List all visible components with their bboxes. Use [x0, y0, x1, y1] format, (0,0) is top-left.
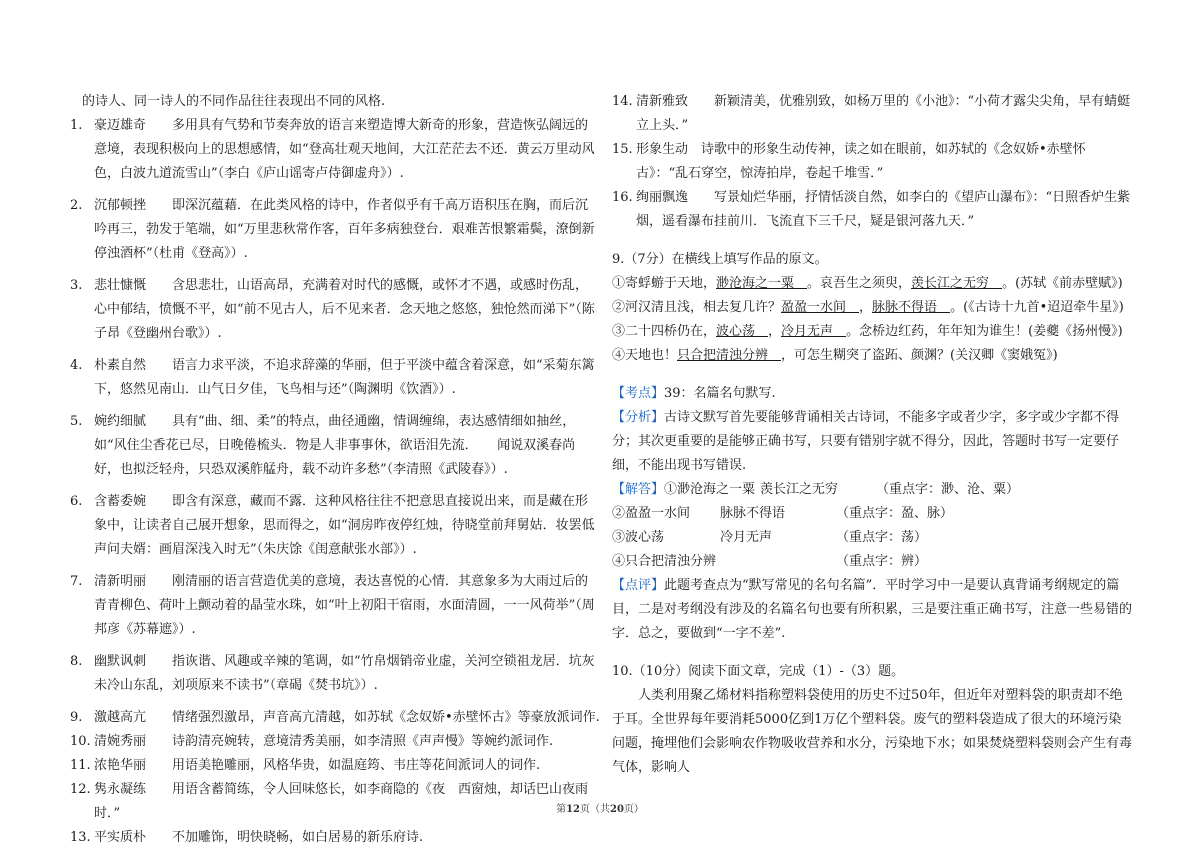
- footer-suffix: 页）: [623, 804, 644, 815]
- item-text: 形象生动 诗歌中的形象生动传神，读之如在眼前，如苏轼的《念奴娇•赤壁怀古》：“乱石穿空，惊涛拍岸，卷起千堆雪．”: [636, 142, 1086, 181]
- item-number: 10.: [70, 734, 91, 749]
- fenxi-section: [612, 406, 1132, 478]
- page-footer: [0, 800, 1200, 815]
- jieda-tag: 【解答】: [612, 482, 665, 497]
- item-number: 16.: [612, 190, 633, 205]
- dianping-tag: 【点评】: [612, 578, 665, 593]
- q9-line-3-source: 。念桥边红药，年年知为谁生！(姜夔《扬州慢》): [846, 324, 1123, 339]
- q9-blank-3: 盈盈一水间: [781, 300, 860, 315]
- answer-b: 冷月无声: [720, 530, 773, 545]
- style-item-6: [70, 490, 600, 562]
- q9-line-4-text-a: ④天地也！: [612, 348, 678, 363]
- q9-line-3-text-a: ③二十四桥仍在，: [612, 324, 717, 339]
- answer-key-chars: （重点字：盈、脉）: [836, 506, 954, 521]
- answer-key-chars: （重点字：荡）: [836, 530, 928, 545]
- answer-a: ④只合把清浊分辨: [612, 554, 717, 569]
- fenxi-text: 古诗文默写首先要能够背诵相关古诗词，不能多字或者少字，多字或少字都不得分；其次更重要的是能够正确书写，只要有错别字就不得分，因此，答题时书写一定要仔细，不能出现书写错误.: [612, 410, 1120, 473]
- item-number: 14.: [612, 94, 633, 109]
- q9-line-2-text-a: ②河汉清且浅，相去复几许？: [612, 300, 782, 315]
- q9-line-1-text-a: ①寄蜉蝣于天地，: [612, 276, 717, 291]
- item-number: 5.: [70, 414, 83, 429]
- item-text: 平实质朴 不加雕饰，明快晓畅，如白居易的新乐府诗.: [94, 830, 424, 845]
- answer-key-chars: （重点字：渺、沧、粟）: [876, 482, 1020, 497]
- item-text: 隽永凝练 用语含蓄简练，令人回味悠长，如李商隐的《夜 西窗烛，却话巴山夜雨时．”: [94, 782, 589, 821]
- q9-blank-1: 渺沧海之一粟: [716, 276, 808, 291]
- item-number: 3.: [70, 278, 83, 293]
- item-number: 15.: [612, 142, 633, 157]
- dianping-section: [612, 574, 1132, 646]
- item-text: 激越高亢 情绪强烈激昂，声音高亢清越，如苏轼《念奴娇•赤壁怀古》等豪放派词作.: [94, 710, 600, 725]
- kaodian-tag: 【考点】: [612, 386, 665, 401]
- footer-total-pages: 20: [610, 804, 624, 815]
- item-text: 幽默讽刺 指诙谐、风趣或辛辣的笔调，如“竹帛烟销帝业虚，关河空锁祖龙居．坑灰未冷山东乱，刘项原来不读书”（章碣《焚书坑》）.: [94, 654, 595, 693]
- item-number: 8.: [70, 654, 83, 669]
- footer-page-number: 12: [566, 804, 580, 815]
- footer-middle: 页（共: [580, 804, 610, 815]
- question-9-title: 9.（7分）在横线上填写作品的原文。: [612, 252, 828, 267]
- q9-blank-5: 波心荡: [716, 324, 769, 339]
- dianping-text: 此题考查点为“默写常见的名句名篇”．平时学习中一是要认真背诵考纲规定的篇目，二是对考纲没有涉及的名篇名句也要有所积累，三是要注重正确书写，注意一些易错的字．总之，要做到“一字不差”.: [612, 578, 1133, 641]
- item-text: 朴素自然 语言力求平淡，不追求辞藻的华丽，但于平淡中蕴含着深意，如“采菊东篱下，悠然见南山．山气日夕佳，飞鸟相与还”（陶渊明《饮酒》）.: [94, 358, 595, 397]
- answer-a: ①渺沧海之一粟: [664, 482, 756, 497]
- answer-row-1: [612, 478, 1132, 502]
- intro-text: 的诗人、同一诗人的不同作品往往表现出不同的风格.: [82, 94, 386, 109]
- question-10-passage: 人类利用聚乙烯材料指称塑料袋使用的历史不过50年，但近年对塑料袋的职责却不绝于耳。全世界每年要消耗5000亿到1万亿个塑料袋。废气的塑料袋造成了很大的环境污染问题，掩埋他们会影响农作物吸收营养和水分，污染地下水；如果焚烧塑料袋则会产生有毒气体，影响人: [612, 688, 1133, 775]
- style-item-16: [612, 186, 1132, 234]
- item-number: 6.: [70, 494, 83, 509]
- answer-row-2: [612, 502, 1132, 526]
- item-number: 9.: [70, 710, 83, 725]
- item-number: 7.: [70, 574, 83, 589]
- style-item-4: [70, 354, 600, 402]
- style-item-5: [70, 410, 600, 482]
- item-text: 悲壮慷慨 含思悲壮，山语高昂，充满着对时代的感慨，或怀才不遇，或感时伤乱，心中郁结，愤慨不平，如“前不见古人，后不见来者．念天地之悠悠，独怆然而涕下”（陈子昂《登幽州台歌》）.: [94, 278, 595, 341]
- q9-line-2: [612, 296, 1132, 320]
- q9-blank-2: 羡长江之无穷: [911, 276, 1003, 291]
- q9-blank-4: 脉脉不得语: [872, 300, 951, 315]
- item-text: 清新明丽 刚清丽的语言营造优美的意境，表达喜悦的心情．其意象多为大雨过后的青青柳色、荷叶上颤动着的晶莹水珠，如“叶上初阳干宿雨，水面清圆，一一风荷举”（周邦彦《苏幕遮》）.: [94, 574, 595, 637]
- item-text: 豪迈雄奇 多用具有气势和节奏奔放的语言来塑造博大新奇的形象，营造恢弘阔远的意境，表现积极向上的思想感情，如“登高壮观天地间，大江茫茫去不还．黄云万里动风色，白波九道流雪山”（李白《庐山谣寄卢侍御虚舟》）.: [94, 118, 595, 181]
- item-text: 婉约细腻 具有“曲、细、柔”的特点，曲径通幽，情调缠绵，表达感情细如抽丝，如“风住尘香花已尽，日晚倦梳头．物是人非事事休，欲语泪先流． 闻说双溪春尚好，也拟泛轻舟，只恐双溪舴艋舟，载不动许多愁”（李清照《武陵春》）.: [94, 414, 576, 477]
- answer-b: 脉脉不得语: [720, 506, 786, 521]
- question-10-title: 10.（10分）阅读下面文章，完成（1）-（3）题。: [612, 664, 905, 679]
- q9-line-3-text-b: ，: [768, 324, 782, 339]
- q9-line-1-text-b: 。哀吾生之须臾，: [807, 276, 912, 291]
- item-text: 浓艳华丽 用语美艳雕丽，风格华贵，如温庭筠、韦庄等花间派词人的词作.: [94, 758, 541, 773]
- fenxi-tag: 【分析】: [612, 410, 665, 425]
- q9-line-1-source: 。(苏轼《前赤壁赋》): [1002, 276, 1123, 291]
- item-number: 12.: [70, 782, 91, 797]
- answer-row-3: [612, 526, 1132, 550]
- answer-row-4: [612, 550, 1132, 574]
- style-item-2: [70, 194, 600, 266]
- q9-line-2-source: 。(《古诗十九首•迢迢牵牛星》): [950, 300, 1124, 315]
- answer-key-chars: （重点字：辨）: [836, 554, 928, 569]
- answer-b: 羡长江之无穷: [760, 482, 839, 497]
- answer-b: [720, 550, 836, 574]
- left-column: [70, 90, 600, 850]
- style-item-13: [70, 826, 600, 850]
- item-number: 1.: [70, 118, 83, 133]
- kaodian-text: 39：名篇名句默写.: [664, 386, 776, 401]
- footer-prefix: 第: [556, 804, 567, 815]
- style-item-3: [70, 274, 600, 346]
- item-number: 13.: [70, 830, 91, 845]
- q9-line-1: [612, 272, 1132, 296]
- item-text: 含蓄委婉 即含有深意，藏而不露．这种风格往往不把意思直接说出来，而是藏在形象中，让读者自己展开想象，思而得之，如“洞房昨夜停红烛，待晓堂前拜舅姑．妆罢低声问夫婿：画眉深浅入时无”（朱庆馀《闺意献张水部》）.: [94, 494, 595, 557]
- item-number: 4.: [70, 358, 83, 373]
- q9-blank-7: 只合把清浊分辨: [677, 348, 782, 363]
- kaodian-section: [612, 382, 1132, 406]
- style-item-11: [70, 754, 600, 778]
- q9-line-2-text-b: ，: [859, 300, 873, 315]
- item-text: 清婉秀丽 诗韵清亮婉转，意境清秀美丽，如李清照《声声慢》等婉约派词作.: [94, 734, 554, 749]
- q9-line-4-source: ，可怎生糊突了盗跖、颜渊？(关汉卿《窦娥冤》): [781, 348, 1058, 363]
- style-item-9: [70, 706, 600, 730]
- style-item-10: [70, 730, 600, 754]
- right-column: [612, 90, 1132, 780]
- item-text: 绚丽飘逸 写景灿烂华丽，抒情恬淡自然，如李白的《望庐山瀑布》：“日照香炉生紫烟，遥看瀑布挂前川．飞流直下三千尺，疑是银河落九天．”: [636, 190, 1131, 229]
- style-item-8: [70, 650, 600, 698]
- item-number: 11.: [70, 758, 91, 773]
- item-number: 2.: [70, 198, 83, 213]
- q9-line-4: [612, 344, 1132, 368]
- q9-line-3: [612, 320, 1132, 344]
- style-item-1: [70, 114, 600, 186]
- style-item-14: [612, 90, 1132, 138]
- style-item-15: [612, 138, 1132, 186]
- style-item-7: [70, 570, 600, 642]
- answer-a: ③波心荡: [612, 530, 665, 545]
- item-text: 清新雅致 新颖清美，优雅别致，如杨万里的《小池》：“小荷才露尖尖角，早有蜻蜓立上头．”: [636, 94, 1131, 133]
- item-text: 沉郁顿挫 即深沉蕴藉．在此类风格的诗中，作者似乎有千高万语积压在胸，而后沉吟再三，勃发于笔端，如“万里悲秋常作客，百年多病独登台．艰难苦恨繁霜鬓，潦倒新停浊酒杯”（杜甫《登高》）.: [94, 198, 595, 261]
- q9-blank-6: 冷月无声: [781, 324, 847, 339]
- answer-a: ②盈盈一水间: [612, 506, 691, 521]
